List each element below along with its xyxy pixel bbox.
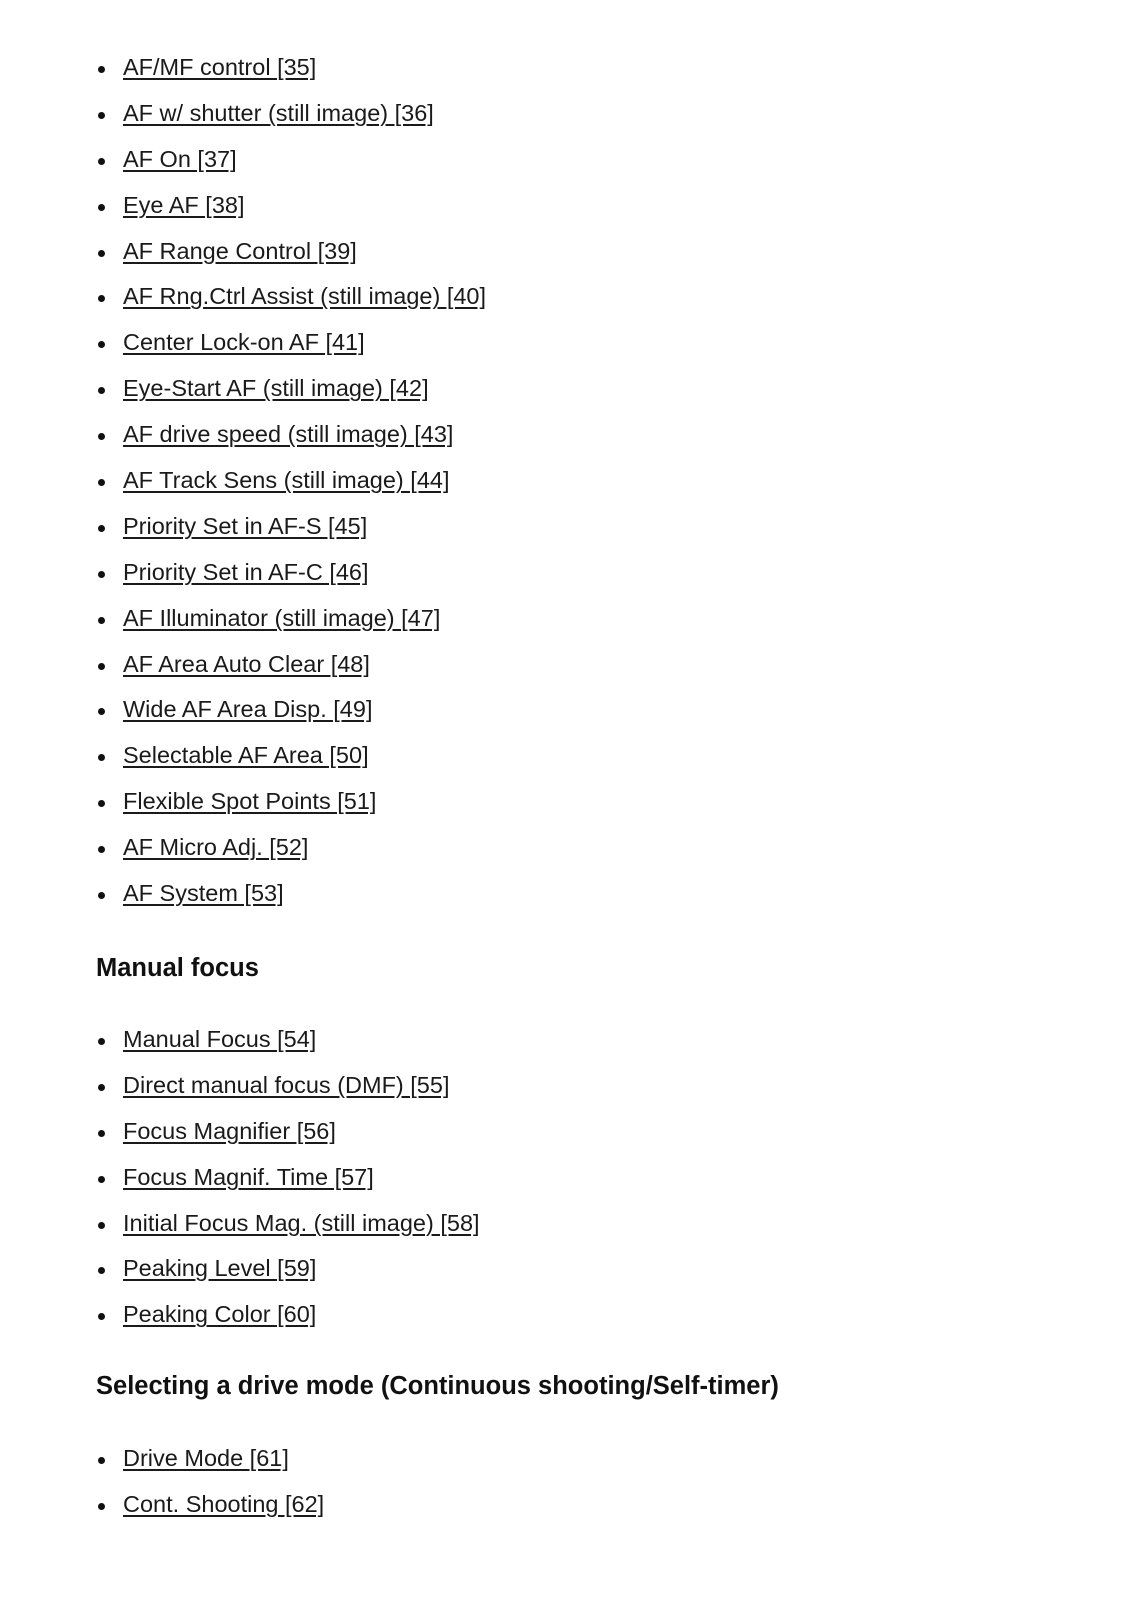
list-item [96, 733, 486, 779]
list-item [96, 1436, 324, 1482]
list-item [96, 550, 486, 596]
link-flexible-spot-points[interactable]: Flexible Spot Points [51] [123, 788, 377, 815]
section-heading-manual-focus: Manual focus [96, 954, 259, 982]
bullet-icon [98, 341, 105, 348]
list-item [96, 1246, 480, 1292]
link-initial-focus-mag[interactable]: Initial Focus Mag. (still image) [58] [123, 1209, 480, 1236]
bullet-icon [98, 66, 105, 73]
link-direct-manual-focus[interactable]: Direct manual focus (DMF) [55] [123, 1071, 450, 1098]
link-af-w-shutter[interactable]: AF w/ shutter (still image) [36] [123, 99, 434, 126]
bullet-icon [98, 433, 105, 440]
link-af-track-sens[interactable]: AF Track Sens (still image) [44] [123, 467, 450, 494]
bullet-icon [98, 846, 105, 853]
list-item [96, 458, 486, 504]
bullet-icon [98, 708, 105, 715]
list-item [96, 825, 486, 871]
link-priority-set-af-c[interactable]: Priority Set in AF-C [46] [123, 558, 369, 585]
list-item [96, 229, 486, 275]
bullet-icon [98, 525, 105, 532]
link-af-area-auto-clear[interactable]: AF Area Auto Clear [48] [123, 650, 370, 677]
list-item [96, 596, 486, 642]
list-item [96, 366, 486, 412]
list-item [96, 1109, 480, 1155]
bullet-icon [98, 1222, 105, 1229]
list-item [96, 1482, 324, 1528]
link-manual-focus[interactable]: Manual Focus [54] [123, 1026, 317, 1052]
bullet-icon [98, 387, 105, 394]
list-item [96, 183, 486, 229]
manual-focus-link-list [96, 1017, 480, 1338]
link-af-on[interactable]: AF On [37] [123, 145, 237, 172]
list-item [96, 1155, 480, 1201]
link-af-range-control[interactable]: AF Range Control [39] [123, 237, 357, 264]
bullet-icon [98, 295, 105, 302]
bullet-icon [98, 158, 105, 165]
link-peaking-color[interactable]: Peaking Color [60] [123, 1301, 317, 1328]
link-af-illuminator[interactable]: AF Illuminator (still image) [47] [123, 604, 441, 631]
link-af-drive-speed[interactable]: AF drive speed (still image) [43] [123, 421, 454, 448]
list-item [96, 137, 486, 183]
bullet-icon [98, 1176, 105, 1183]
link-peaking-level[interactable]: Peaking Level [59] [123, 1255, 317, 1282]
list-item [96, 91, 486, 137]
link-priority-set-af-s[interactable]: Priority Set in AF-S [45] [123, 512, 368, 539]
list-item [96, 779, 486, 825]
bullet-icon [98, 1267, 105, 1274]
bullet-icon [98, 1503, 105, 1510]
link-focus-magnif-time[interactable]: Focus Magnif. Time [57] [123, 1163, 374, 1190]
af-link-list [96, 45, 486, 917]
list-item [96, 1292, 480, 1338]
link-af-mf-control[interactable]: AF/MF control [35] [123, 54, 317, 80]
list-item [96, 642, 486, 688]
drive-mode-link-list [96, 1436, 324, 1528]
bullet-icon [98, 1130, 105, 1137]
list-item [96, 1017, 480, 1063]
link-af-system[interactable]: AF System [53] [123, 880, 284, 907]
link-eye-start-af[interactable]: Eye-Start AF (still image) [42] [123, 375, 429, 402]
list-item [96, 504, 486, 550]
link-focus-magnifier[interactable]: Focus Magnifier [56] [123, 1117, 336, 1144]
list-item [96, 1063, 480, 1109]
bullet-icon [98, 250, 105, 257]
link-selectable-af-area[interactable]: Selectable AF Area [50] [123, 742, 369, 769]
list-item [96, 1201, 480, 1247]
link-cont-shooting[interactable]: Cont. Shooting [62] [123, 1490, 325, 1517]
bullet-icon [98, 1457, 105, 1464]
link-af-micro-adj[interactable]: AF Micro Adj. [52] [123, 834, 309, 861]
bullet-icon [98, 1038, 105, 1045]
bullet-icon [98, 1084, 105, 1091]
bullet-icon [98, 1313, 105, 1320]
list-item [96, 320, 486, 366]
list-item [96, 412, 486, 458]
bullet-icon [98, 571, 105, 578]
bullet-icon [98, 479, 105, 486]
section-heading-drive-mode: Selecting a drive mode (Continuous shooting/Self-timer) [96, 1372, 779, 1400]
list-item [96, 274, 486, 320]
link-eye-af[interactable]: Eye AF [38] [123, 191, 245, 218]
link-center-lock-on-af[interactable]: Center Lock-on AF [41] [123, 329, 365, 356]
link-wide-af-area-disp[interactable]: Wide AF Area Disp. [49] [123, 696, 373, 723]
list-item [96, 871, 486, 917]
bullet-icon [98, 617, 105, 624]
bullet-icon [98, 892, 105, 899]
link-af-rng-ctrl-assist[interactable]: AF Rng.Ctrl Assist (still image) [40] [123, 283, 487, 310]
list-item [96, 45, 486, 91]
bullet-icon [98, 663, 105, 670]
link-drive-mode[interactable]: Drive Mode [61] [123, 1445, 289, 1471]
list-item [96, 687, 486, 733]
bullet-icon [98, 800, 105, 807]
bullet-icon [98, 112, 105, 119]
bullet-icon [98, 754, 105, 761]
bullet-icon [98, 204, 105, 211]
